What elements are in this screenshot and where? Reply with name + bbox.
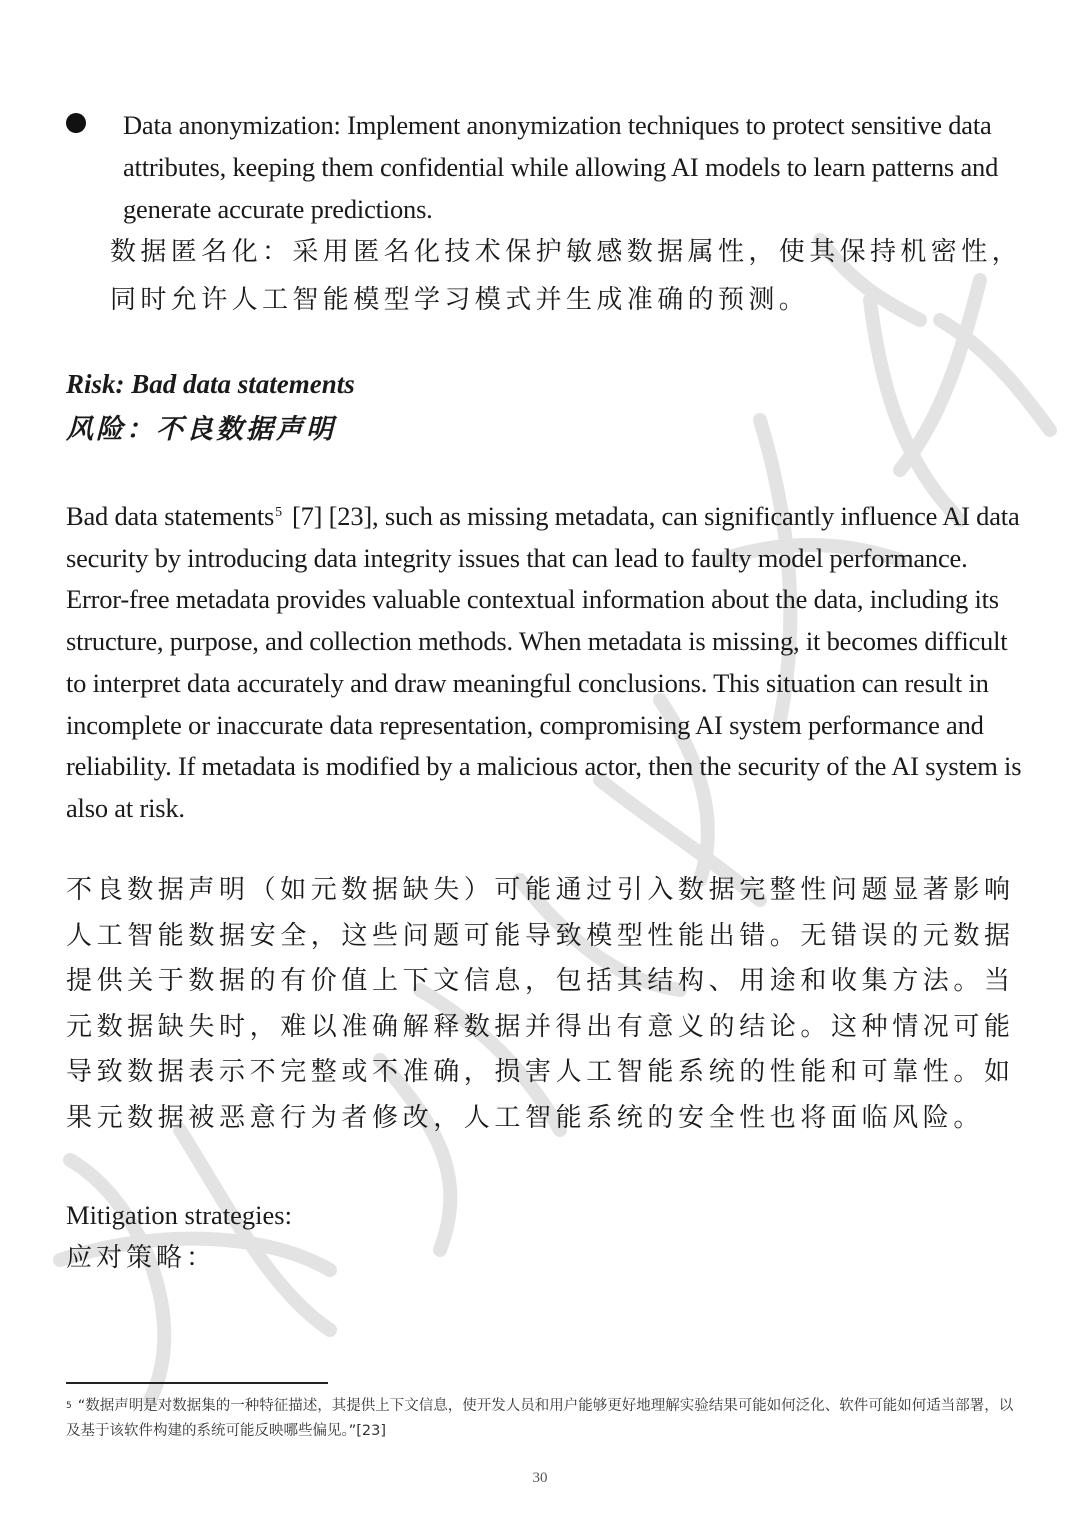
footnote-marker: 5 [66,1401,72,1411]
mitigation-heading-cn: 应对策略： [66,1243,217,1273]
risk-heading-cn: 风险：不良数据声明 [66,414,336,445]
mitigation-heading-en: Mitigation strategies: [66,1200,292,1230]
footnote-divider [66,1382,328,1384]
footnote [66,1394,1026,1444]
page-number: 30 [532,1470,548,1486]
risk-heading-en: Risk: Bad data statements [66,369,355,399]
body-lead: Bad data statements [66,501,275,531]
bullet-text-en: Data anonymization: Implement anonymization techniques to protect sensitive data attributes, keeping them confidential while allowing AI models to learn patterns and generate accurate predictions. [123,110,999,224]
body-paragraph-cn: 不良数据声明（如元数据缺失）可能通过引入数据完整性问题显著影响人工智能数据安全，这些问题可能导致模型性能出错。无错误的元数据提供关于数据的有价值上下文信息，包括其结构、用途和收集方法。当元数据缺失时，难以准确解释数据并得出有意义的结论。这种情况可能导致数据表示不完整或不准确，损害人工智能系统的性能和可靠性。如果元数据被恶意行为者修改，人工智能系统的安全性也将面临风险。 [66,875,1015,1133]
footnote-ref[interactable]: 5 [275,505,282,520]
footnote-text: “数据声明是对数据集的一种特征描述，其提供上下文信息，使开发人员和用户能够更好地理解实验结果可能如何泛化、软件可能如何适当部署，以及基于该软件构建的系统可能反映哪些偏见。”[23] [66,1398,1014,1439]
bullet-text-cn: 数据匿名化：采用匿名化技术保护敏感数据属性，使其保持机密性，同时允许人工智能模型学习模式并生成准确的预测。 [110,237,1023,315]
body-paragraph-en [66,496,1026,830]
bullet-dot [66,113,86,133]
body-rest: [7] [23], such as missing metadata, can significantly influence AI data security by introducing data integrity issues that can lead to faulty model performance. Error-free metadata provides valuable contextual information about the data, including its structure, purpose, and collection methods. When metadata is missing, it becomes difficult to interpret data accurately and draw meaningful conclusions. This situation can result in incomplete or inaccurate data representation, compromising AI system performance and reliability. If metadata is modified by a malicious actor, then the security of the AI system is also at risk. [66,501,1022,823]
